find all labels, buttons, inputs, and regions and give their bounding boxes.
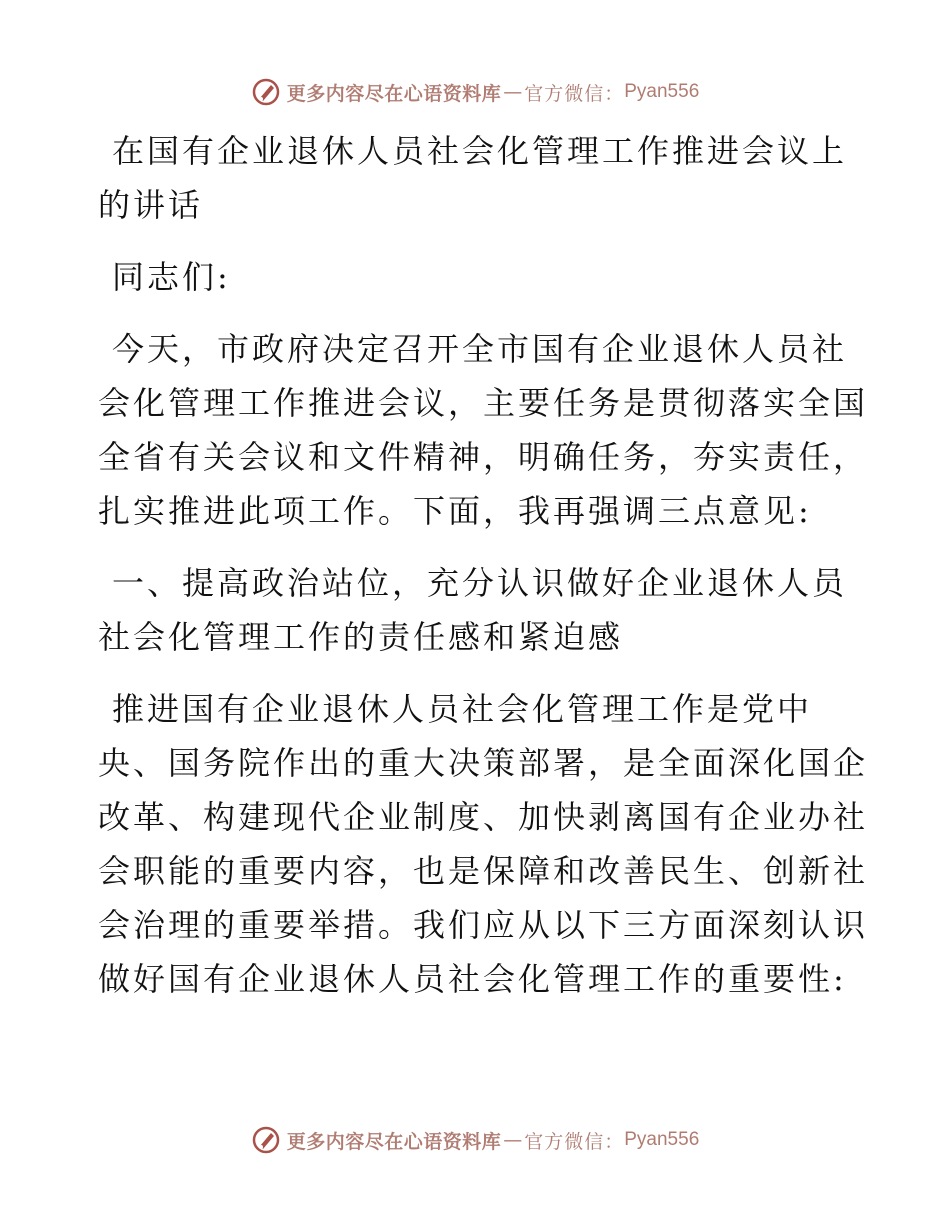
brand-logo-icon (251, 77, 281, 107)
paragraph-line: 推进国有企业退休人员社会化管理工作是党中 (112, 690, 813, 728)
title-line: 在国有企业退休人员社会化管理工作推进会议上 (112, 132, 848, 170)
heading-line: 社会化管理工作的责任感和紧迫感 (98, 618, 624, 656)
paragraph-line: 扎实推进此项工作。下面，我再强调三点意见: (98, 492, 812, 530)
heading-line: 一、提高政治站位，充分认识做好企业退休人员 (112, 564, 848, 602)
watermark-secondary-text: 官方微信： (524, 82, 625, 105)
title-line: 的讲话 (98, 186, 204, 224)
paragraph-line: 全省有关会议和文件精神，明确任务，夯实责任， (98, 438, 869, 476)
watermark-wechat-id: Pyan556 (624, 1129, 700, 1150)
watermark-main-text: 更多内容尽在心语资料库 (286, 1130, 502, 1153)
watermark-dash: — (503, 81, 523, 103)
watermark-footer (0, 1120, 950, 1160)
paragraph-line: 做好国有企业退休人员社会化管理工作的重要性: (98, 960, 847, 998)
watermark-dash: — (503, 1129, 523, 1151)
document-body (98, 124, 869, 1024)
paragraph-line: 会职能的重要内容，也是保障和改善民生、创新社 (98, 852, 869, 890)
watermark-main-text: 更多内容尽在心语资料库 (286, 82, 502, 105)
paragraph-line: 央、国务院作出的重大决策部署，是全面深化国企 (98, 744, 869, 782)
brand-logo-icon (251, 1125, 281, 1155)
section-body-paragraph (98, 682, 869, 1006)
salutation (98, 250, 858, 304)
section-heading (98, 556, 858, 664)
paragraph-line: 会化管理工作推进会议，主要任务是贯彻落实全国 (98, 384, 869, 422)
document-title (98, 124, 858, 232)
watermark-header (0, 72, 950, 112)
paragraph-line: 会治理的重要举措。我们应从以下三方面深刻认识 (98, 906, 869, 944)
paragraph-line: 改革、构建现代企业制度、加快剥离国有企业办社 (98, 798, 869, 836)
intro-paragraph (98, 322, 869, 538)
salutation-text: 同志们: (112, 258, 231, 296)
watermark-secondary-text: 官方微信： (524, 1130, 625, 1153)
paragraph-line: 今天，市政府决定召开全市国有企业退休人员社 (112, 330, 848, 368)
watermark-wechat-id: Pyan556 (624, 81, 700, 102)
